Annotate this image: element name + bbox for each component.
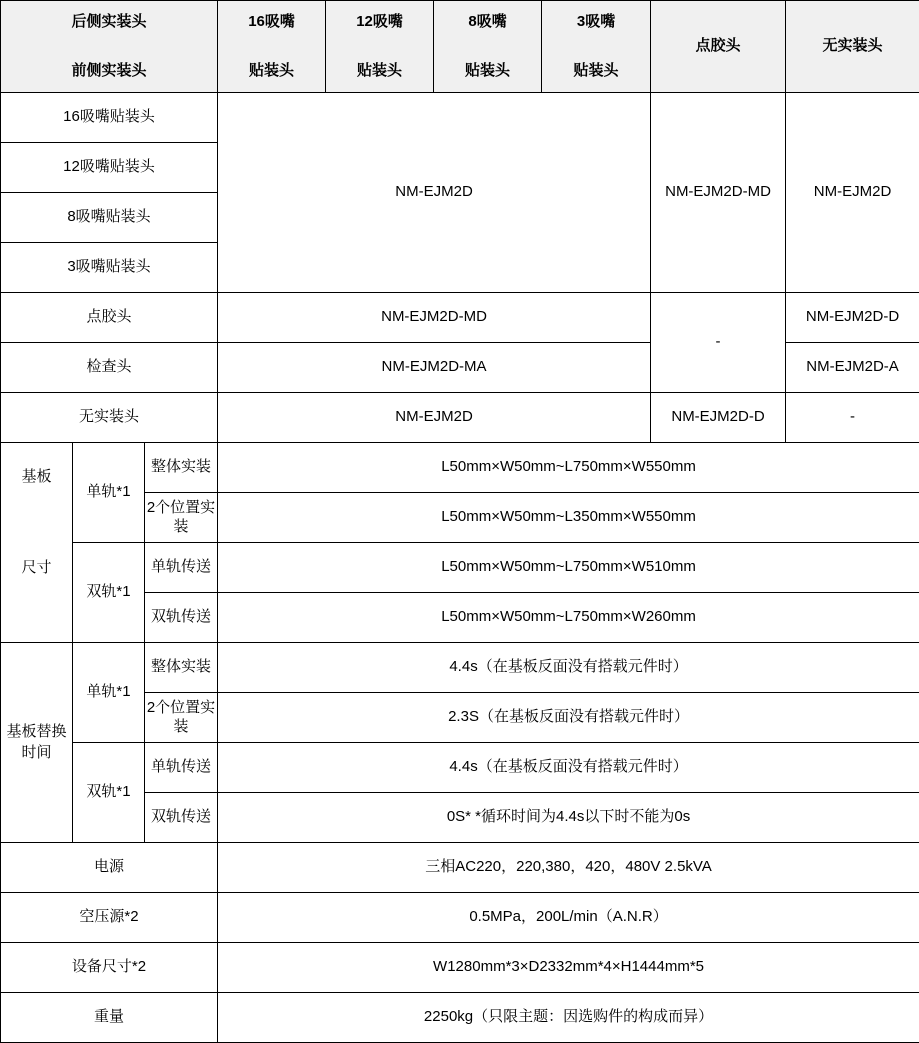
table-row	[1, 743, 919, 793]
rail-label-single-time: 单轨*1	[73, 643, 145, 743]
value-board-size-single-transfer: L50mm×W50mm~L750mm×W510mm	[218, 543, 919, 593]
board-change-label-line1: 基板替换	[6, 722, 67, 740]
header-16-nozzle-bottom: 贴装头	[249, 61, 295, 79]
row-label-power: 电源	[1, 843, 218, 893]
mode-label-dual-transfer-time: 双轨传送	[145, 793, 218, 843]
header-16-nozzle-head	[218, 1, 326, 93]
row-label-12-nozzle-head: 12吸嘴贴装头	[1, 143, 218, 193]
header-8-nozzle-head	[434, 1, 542, 93]
table-row	[1, 93, 919, 143]
corner-header-cell	[1, 1, 218, 93]
row-label-weight: 重量	[1, 993, 218, 1043]
header-16-nozzle-top: 16吸嘴	[248, 12, 295, 30]
rail-label-dual: 双轨*1	[73, 543, 145, 643]
row-label-no-mounting-head: 无实装头	[1, 393, 218, 443]
value-change-time-dual-transfer: 0S* *循环时间为4.4s以下时不能为0s	[218, 793, 919, 843]
table-row	[1, 543, 919, 593]
value-change-time-two-position: 2.3S（在基板反面没有搭载元件时）	[218, 693, 919, 743]
section-label-board-size	[1, 443, 73, 643]
header-3-nozzle-head	[542, 1, 651, 93]
value-machine-size: W1280mm*3×D2332mm*4×H1444mm*5	[218, 943, 919, 993]
row-label-air-supply: 空压源*2	[1, 893, 218, 943]
table-row	[1, 993, 919, 1043]
header-3-nozzle-top: 3吸嘴	[576, 12, 616, 30]
model-cell-nozzle-heads: NM-EJM2D	[218, 93, 651, 293]
value-change-time-single-transfer: 4.4s（在基板反面没有搭载元件时）	[218, 743, 919, 793]
section-label-board-change-time	[1, 643, 73, 843]
model-cell-dispense: NM-EJM2D-MD	[218, 293, 651, 343]
board-change-label-line2: 时间	[21, 743, 52, 761]
mode-label-two-position-mount: 2个位置实装	[145, 493, 218, 543]
model-cell-none-dispense: NM-EJM2D-D	[651, 393, 786, 443]
model-cell-dispense-none: NM-EJM2D-D	[786, 293, 919, 343]
header-12-nozzle-bottom: 贴装头	[357, 61, 403, 79]
value-board-size-full-mount: L50mm×W50mm~L750mm×W550mm	[218, 443, 919, 493]
row-label-machine-size: 设备尺寸*2	[1, 943, 218, 993]
rail-label-single: 单轨*1	[73, 443, 145, 543]
value-air-supply: 0.5MPa，200L/min（A.N.R）	[218, 893, 919, 943]
header-3-nozzle-bottom: 贴装头	[573, 61, 619, 79]
mode-label-full-mount-time: 整体实装	[145, 643, 218, 693]
mode-label-single-transfer-time: 单轨传送	[145, 743, 218, 793]
row-label-3-nozzle-head: 3吸嘴贴装头	[1, 243, 218, 293]
value-power: 三相AC220，220,380，420，480V 2.5kVA	[218, 843, 919, 893]
header-8-nozzle-bottom: 贴装头	[465, 61, 511, 79]
value-board-size-two-position: L50mm×W50mm~L350mm×W550mm	[218, 493, 919, 543]
corner-front-head-label: 前侧实装头	[71, 61, 147, 79]
table-row	[1, 893, 919, 943]
rail-label-dual-time: 双轨*1	[73, 743, 145, 843]
mode-label-full-mount: 整体实装	[145, 443, 218, 493]
dash-cell-dispense-col: -	[651, 293, 786, 393]
table-row	[1, 443, 919, 493]
board-size-label-line2: 尺寸	[21, 558, 52, 576]
corner-back-head-label: 后侧实装头	[71, 12, 147, 30]
header-8-nozzle-top: 8吸嘴	[468, 12, 507, 30]
mode-label-two-position-time: 2个位置实装	[145, 693, 218, 743]
dash-cell-none-col: -	[786, 393, 919, 443]
table-row	[1, 293, 919, 343]
header-12-nozzle-head	[326, 1, 434, 93]
row-label-8-nozzle-head: 8吸嘴贴装头	[1, 193, 218, 243]
model-cell-inspection-none: NM-EJM2D-A	[786, 343, 919, 393]
value-change-time-full-mount: 4.4s（在基板反面没有搭载元件时）	[218, 643, 919, 693]
mode-label-single-rail-transfer: 单轨传送	[145, 543, 218, 593]
table-row	[1, 393, 919, 443]
header-12-nozzle-top: 12吸嘴	[356, 12, 403, 30]
table-row	[1, 943, 919, 993]
board-size-label-line1: 基板	[21, 467, 52, 485]
model-cell-nozzle-none: NM-EJM2D	[786, 93, 919, 293]
model-cell-none: NM-EJM2D	[218, 393, 651, 443]
model-cell-inspection: NM-EJM2D-MA	[218, 343, 651, 393]
header-row	[1, 1, 919, 93]
table-row	[1, 843, 919, 893]
table-row	[1, 643, 919, 693]
mode-label-dual-rail-transfer: 双轨传送	[145, 593, 218, 643]
row-label-16-nozzle-head: 16吸嘴贴装头	[1, 93, 218, 143]
corner-header-stack	[1, 13, 217, 81]
row-label-dispensing-head: 点胶头	[1, 293, 218, 343]
value-weight: 2250kg（只限主题：因选购件的构成而异）	[218, 993, 919, 1043]
model-cell-nozzle-dispense: NM-EJM2D-MD	[651, 93, 786, 293]
header-no-mounting-head: 无实装头	[786, 1, 919, 93]
row-label-inspection-head: 检查头	[1, 343, 218, 393]
header-dispensing-head: 点胶头	[651, 1, 786, 93]
value-board-size-dual-transfer: L50mm×W50mm~L750mm×W260mm	[218, 593, 919, 643]
